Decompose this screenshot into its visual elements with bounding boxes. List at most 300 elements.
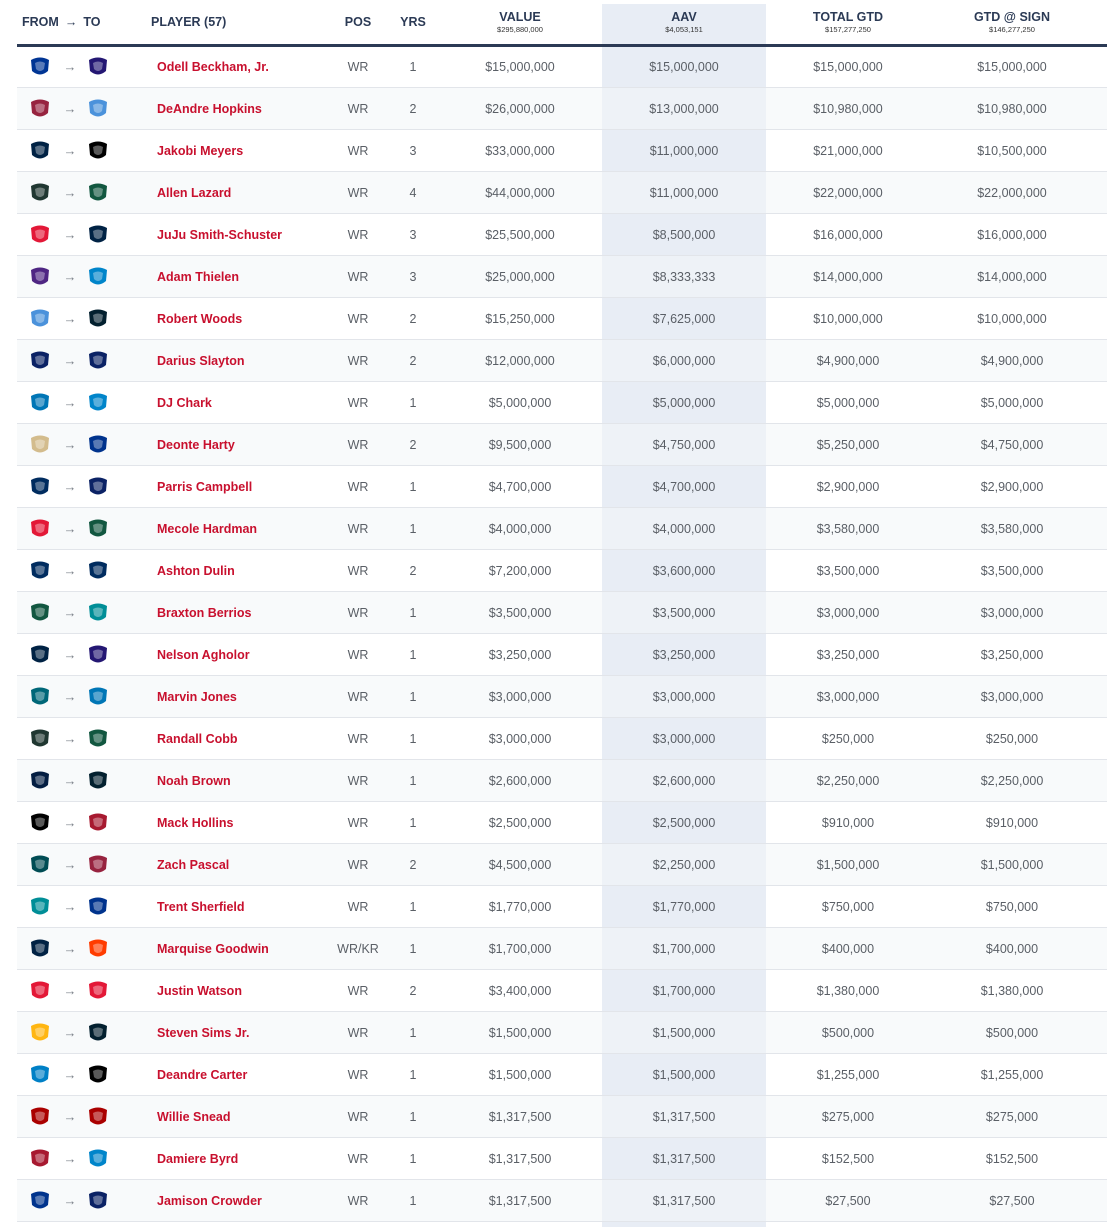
position: WR — [347, 479, 369, 494]
header-gtd-at-sign-label: GTD @ SIGN — [973, 10, 1051, 24]
titans-logo-icon[interactable] — [86, 98, 110, 120]
total-guaranteed: $1,380,000 — [816, 983, 880, 998]
years: 1 — [409, 1067, 417, 1082]
to-team[interactable] — [85, 508, 111, 549]
from-team[interactable] — [27, 970, 53, 1011]
table-row — [17, 1096, 1107, 1138]
49ers-logo-icon[interactable] — [28, 1106, 52, 1128]
guaranteed-at-signing: $4,750,000 — [980, 437, 1044, 452]
panthers-logo-icon[interactable] — [86, 266, 110, 288]
raiders-logo-icon[interactable] — [28, 812, 52, 834]
header-total-gtd-label: TOTAL GTD — [812, 10, 884, 24]
position: WR — [347, 647, 369, 662]
table-header — [17, 0, 1107, 47]
chargers-logo-icon[interactable] — [28, 1064, 52, 1086]
texans-logo-icon[interactable] — [86, 1022, 110, 1044]
panthers-logo-icon[interactable] — [86, 392, 110, 414]
average-annual-value: $1,500,000 — [652, 1025, 716, 1040]
header-total-gtd[interactable] — [766, 0, 930, 44]
years: 1 — [409, 647, 417, 662]
falcons-logo-icon[interactable] — [28, 1148, 52, 1170]
to-team[interactable] — [85, 1138, 111, 1179]
to-team[interactable] — [85, 382, 111, 423]
guaranteed-at-signing: $910,000 — [985, 815, 1039, 830]
player-link[interactable]: Mecole Hardman — [157, 521, 258, 536]
table-row — [17, 424, 1107, 466]
from-team[interactable] — [27, 844, 53, 885]
giants-logo-icon[interactable] — [86, 476, 110, 498]
from-team[interactable] — [27, 1096, 53, 1137]
to-team[interactable] — [85, 550, 111, 591]
total-guaranteed: $5,250,000 — [816, 437, 880, 452]
giants-logo-icon[interactable] — [86, 350, 110, 372]
to-team[interactable] — [85, 172, 111, 213]
years: 2 — [409, 983, 417, 998]
table-row — [17, 802, 1107, 844]
from-team[interactable] — [27, 760, 53, 801]
from-team[interactable] — [27, 88, 53, 129]
player-link[interactable]: Nelson Agholor — [157, 647, 250, 662]
guaranteed-at-signing: $1,380,000 — [980, 983, 1044, 998]
header-arrow-icon: → — [64, 15, 78, 29]
contract-value: $2,600,000 — [488, 773, 552, 788]
player-link[interactable]: Mack Hollins — [157, 815, 234, 830]
player-link[interactable]: Damiere Byrd — [157, 1151, 239, 1166]
guaranteed-at-signing: $3,250,000 — [980, 647, 1044, 662]
from-team[interactable] — [27, 382, 53, 423]
average-annual-value: $4,750,000 — [652, 437, 716, 452]
to-team[interactable] — [85, 760, 111, 801]
seahawks-logo-icon[interactable] — [28, 938, 52, 960]
texans-logo-icon[interactable] — [86, 770, 110, 792]
player-link[interactable]: Willie Snead — [157, 1109, 231, 1124]
from-team[interactable] — [27, 802, 53, 843]
player-link[interactable]: Ashton Dulin — [157, 563, 235, 578]
average-annual-value: $1,317,500 — [652, 1193, 716, 1208]
contract-value: $1,317,500 — [488, 1109, 552, 1124]
total-guaranteed: $4,900,000 — [816, 353, 880, 368]
total-guaranteed: $400,000 — [821, 941, 875, 956]
contract-value: $15,250,000 — [485, 311, 555, 326]
total-guaranteed: $2,900,000 — [816, 479, 880, 494]
arrow-right-icon: → — [63, 689, 77, 704]
table-row — [17, 88, 1107, 130]
total-guaranteed: $152,500 — [821, 1151, 875, 1166]
years: 1 — [409, 899, 417, 914]
arrow-right-icon: → — [63, 857, 77, 872]
player-link[interactable]: Jamison Crowder — [157, 1193, 262, 1208]
contract-value: $44,000,000 — [485, 185, 555, 200]
header-aav-label: AAV — [671, 10, 697, 24]
from-team[interactable] — [27, 508, 53, 549]
player-link[interactable]: Marquise Goodwin — [157, 941, 269, 956]
table-row — [17, 676, 1107, 718]
patriots-logo-icon[interactable] — [28, 140, 52, 162]
contract-value: $4,500,000 — [488, 857, 552, 872]
position: WR — [347, 1151, 369, 1166]
chiefs-logo-icon[interactable] — [28, 518, 52, 540]
header-gtd-at-sign-total: $146,277,250 — [989, 25, 1035, 34]
header-aav[interactable] — [602, 0, 766, 44]
from-team[interactable] — [27, 886, 53, 927]
player-link[interactable]: Allen Lazard — [157, 185, 232, 200]
average-annual-value: $1,500,000 — [652, 1067, 716, 1082]
packers-logo-icon[interactable] — [28, 182, 52, 204]
jets-logo-icon[interactable] — [28, 602, 52, 624]
contract-value: $1,500,000 — [488, 1067, 552, 1082]
years: 1 — [409, 1151, 417, 1166]
arrow-right-icon: → — [63, 1193, 77, 1208]
total-guaranteed: $3,500,000 — [816, 563, 880, 578]
ravens-logo-icon[interactable] — [86, 56, 110, 78]
player-link[interactable]: DJ Chark — [157, 395, 212, 410]
contract-value: $25,000,000 — [485, 269, 555, 284]
raiders-logo-icon[interactable] — [86, 1064, 110, 1086]
player-link[interactable]: Deandre Carter — [157, 1067, 248, 1082]
contract-value: $1,770,000 — [488, 899, 552, 914]
from-team[interactable] — [27, 1012, 53, 1053]
player-link[interactable]: Robert Woods — [157, 311, 243, 326]
cardinals-logo-icon[interactable] — [28, 98, 52, 120]
from-team[interactable] — [27, 718, 53, 759]
table-row — [17, 1012, 1107, 1054]
cowboys-logo-icon[interactable] — [28, 770, 52, 792]
average-annual-value: $8,500,000 — [652, 227, 716, 242]
position: WR — [347, 815, 369, 830]
total-guaranteed: $275,000 — [821, 1109, 875, 1124]
colts-logo-icon[interactable] — [86, 560, 110, 582]
browns-logo-icon[interactable] — [86, 938, 110, 960]
saints-logo-icon[interactable] — [28, 434, 52, 456]
average-annual-value: $6,000,000 — [652, 353, 716, 368]
table-row — [17, 718, 1107, 760]
from-team[interactable] — [27, 634, 53, 675]
arrow-right-icon: → — [63, 437, 77, 452]
position: WR — [347, 101, 369, 116]
to-team[interactable] — [85, 340, 111, 381]
average-annual-value: $7,625,000 — [652, 311, 716, 326]
player-link[interactable]: Adam Thielen — [157, 269, 239, 284]
table-row — [17, 214, 1107, 256]
colts-logo-icon[interactable] — [28, 476, 52, 498]
contract-value: $1,317,500 — [488, 1151, 552, 1166]
average-annual-value: $13,000,000 — [649, 101, 719, 116]
guaranteed-at-signing: $500,000 — [985, 1025, 1039, 1040]
average-annual-value: $3,600,000 — [652, 563, 716, 578]
contract-value: $1,500,000 — [488, 1025, 552, 1040]
position: WR — [347, 1067, 369, 1082]
ravens-logo-icon[interactable] — [86, 644, 110, 666]
arrow-right-icon: → — [63, 143, 77, 158]
49ers-logo-icon[interactable] — [86, 1106, 110, 1128]
to-team[interactable] — [85, 466, 111, 507]
player-link[interactable]: Justin Watson — [157, 983, 242, 998]
header-pos[interactable]: POS — [344, 15, 372, 29]
texans-logo-icon[interactable] — [86, 308, 110, 330]
to-team[interactable] — [85, 130, 111, 171]
guaranteed-at-signing: $3,000,000 — [980, 605, 1044, 620]
to-team[interactable] — [85, 970, 111, 1011]
to-team[interactable] — [85, 424, 111, 465]
contract-value: $3,250,000 — [488, 647, 552, 662]
arrow-right-icon: → — [63, 941, 77, 956]
arrow-right-icon: → — [63, 227, 77, 242]
guaranteed-at-signing: $5,000,000 — [980, 395, 1044, 410]
table-row — [17, 634, 1107, 676]
from-team[interactable] — [27, 214, 53, 255]
bills-logo-icon[interactable] — [86, 434, 110, 456]
arrow-right-icon: → — [63, 353, 77, 368]
guaranteed-at-signing: $4,900,000 — [980, 353, 1044, 368]
player-link[interactable]: Randall Cobb — [157, 731, 238, 746]
years: 3 — [409, 269, 417, 284]
years: 1 — [409, 1109, 417, 1124]
arrow-right-icon: → — [63, 773, 77, 788]
chiefs-logo-icon[interactable] — [86, 980, 110, 1002]
player-link[interactable]: DeAndre Hopkins — [157, 101, 262, 116]
giants-logo-icon[interactable] — [86, 1190, 110, 1212]
dolphins-logo-icon[interactable] — [28, 896, 52, 918]
to-team[interactable] — [85, 88, 111, 129]
chiefs-logo-icon[interactable] — [28, 980, 52, 1002]
position: WR — [347, 1109, 369, 1124]
to-team[interactable] — [85, 1054, 111, 1095]
guaranteed-at-signing: $1,500,000 — [980, 857, 1044, 872]
from-team[interactable] — [27, 592, 53, 633]
years: 1 — [409, 689, 417, 704]
player-link[interactable]: Steven Sims Jr. — [157, 1025, 250, 1040]
to-team[interactable] — [85, 886, 111, 927]
jets-logo-icon[interactable] — [86, 182, 110, 204]
from-team[interactable] — [27, 1180, 53, 1221]
steelers-logo-icon[interactable] — [28, 1022, 52, 1044]
to-team[interactable] — [85, 802, 111, 843]
player-link[interactable]: Parris Campbell — [157, 479, 253, 494]
rams-logo-icon[interactable] — [28, 56, 52, 78]
falcons-logo-icon[interactable] — [86, 812, 110, 834]
from-team[interactable] — [27, 256, 53, 297]
position: WR — [347, 983, 369, 998]
table-row — [17, 550, 1107, 592]
bills-logo-icon[interactable] — [86, 896, 110, 918]
total-guaranteed: $15,000,000 — [813, 59, 883, 74]
position: WR — [347, 773, 369, 788]
to-team[interactable] — [85, 928, 111, 969]
guaranteed-at-signing: $10,500,000 — [977, 143, 1047, 158]
position: WR — [347, 395, 369, 410]
arrow-right-icon: → — [63, 1067, 77, 1082]
years: 2 — [409, 437, 417, 452]
jets-logo-icon[interactable] — [86, 728, 110, 750]
average-annual-value: $1,700,000 — [652, 983, 716, 998]
titans-logo-icon[interactable] — [28, 308, 52, 330]
average-annual-value: $2,250,000 — [652, 857, 716, 872]
total-guaranteed: $10,980,000 — [813, 101, 883, 116]
to-team[interactable] — [85, 634, 111, 675]
to-team[interactable] — [85, 298, 111, 339]
colts-logo-icon[interactable] — [28, 560, 52, 582]
table-row — [17, 1054, 1107, 1096]
lions-logo-icon[interactable] — [28, 392, 52, 414]
to-team[interactable] — [85, 256, 111, 297]
vikings-logo-icon[interactable] — [28, 266, 52, 288]
cardinals-logo-icon[interactable] — [86, 854, 110, 876]
contract-value: $12,000,000 — [485, 353, 555, 368]
average-annual-value: $1,700,000 — [652, 941, 716, 956]
years: 1 — [409, 773, 417, 788]
total-guaranteed: $3,000,000 — [816, 689, 880, 704]
average-annual-value: $11,000,000 — [649, 185, 719, 200]
raiders-logo-icon[interactable] — [86, 140, 110, 162]
chiefs-logo-icon[interactable] — [28, 224, 52, 246]
patriots-logo-icon[interactable] — [86, 224, 110, 246]
table-row — [17, 172, 1107, 214]
header-from-to[interactable] — [22, 0, 142, 44]
header-value[interactable] — [457, 0, 583, 44]
average-annual-value: $11,000,000 — [649, 143, 719, 158]
position: WR — [347, 857, 369, 872]
player-link[interactable]: Odell Beckham, Jr. — [157, 59, 269, 74]
from-team[interactable] — [27, 46, 53, 87]
player-link[interactable]: Deonte Harty — [157, 437, 235, 452]
patriots-logo-icon[interactable] — [28, 644, 52, 666]
average-annual-value: $2,500,000 — [652, 815, 716, 830]
guaranteed-at-signing: $2,900,000 — [980, 479, 1044, 494]
total-guaranteed: $5,000,000 — [816, 395, 880, 410]
position: WR — [347, 227, 369, 242]
average-annual-value: $3,500,000 — [652, 605, 716, 620]
total-guaranteed: $3,000,000 — [816, 605, 880, 620]
guaranteed-at-signing: $750,000 — [985, 899, 1039, 914]
packers-logo-icon[interactable] — [28, 728, 52, 750]
from-team[interactable] — [27, 928, 53, 969]
table-body — [17, 46, 1107, 1222]
to-team[interactable] — [85, 1180, 111, 1221]
panthers-logo-icon[interactable] — [86, 1148, 110, 1170]
position: WR — [347, 521, 369, 536]
years: 1 — [409, 605, 417, 620]
arrow-right-icon: → — [63, 59, 77, 74]
guaranteed-at-signing: $3,580,000 — [980, 521, 1044, 536]
player-link[interactable]: JuJu Smith-Schuster — [157, 227, 283, 242]
player-link[interactable]: Jakobi Meyers — [157, 143, 244, 158]
average-annual-value: $1,317,500 — [652, 1109, 716, 1124]
contract-value: $15,000,000 — [485, 59, 555, 74]
average-annual-value: $2,600,000 — [652, 773, 716, 788]
player-link[interactable]: Trent Sherfield — [157, 899, 245, 914]
to-team[interactable] — [85, 844, 111, 885]
guaranteed-at-signing: $27,500 — [989, 1193, 1035, 1208]
eagles-logo-icon[interactable] — [28, 854, 52, 876]
header-value-label: VALUE — [499, 10, 541, 24]
total-guaranteed: $1,500,000 — [816, 857, 880, 872]
table-row — [17, 46, 1107, 88]
from-team[interactable] — [27, 130, 53, 171]
average-annual-value: $3,000,000 — [652, 689, 716, 704]
position: WR — [347, 605, 369, 620]
average-annual-value: $15,000,000 — [649, 59, 719, 74]
contract-value: $3,500,000 — [488, 605, 552, 620]
from-team[interactable] — [27, 550, 53, 591]
years: 2 — [409, 353, 417, 368]
guaranteed-at-signing: $3,500,000 — [980, 563, 1044, 578]
average-annual-value: $4,000,000 — [652, 521, 716, 536]
table-row — [17, 592, 1107, 634]
to-team[interactable] — [85, 676, 111, 717]
to-team[interactable] — [85, 592, 111, 633]
to-team[interactable] — [85, 1012, 111, 1053]
total-guaranteed: $2,250,000 — [816, 773, 880, 788]
to-team[interactable] — [85, 46, 111, 87]
years: 1 — [409, 59, 417, 74]
years: 1 — [409, 1193, 417, 1208]
table-row — [17, 928, 1107, 970]
arrow-right-icon: → — [63, 395, 77, 410]
from-team[interactable] — [27, 1054, 53, 1095]
header-value-total: $295,880,000 — [497, 25, 543, 34]
dolphins-logo-icon[interactable] — [86, 602, 110, 624]
header-player[interactable]: PLAYER (57) — [151, 15, 227, 29]
from-team[interactable] — [27, 676, 53, 717]
player-link[interactable]: Braxton Berrios — [157, 605, 252, 620]
years: 1 — [409, 731, 417, 746]
position: WR — [347, 899, 369, 914]
from-team[interactable] — [27, 466, 53, 507]
header-to: TO — [83, 15, 101, 29]
arrow-right-icon: → — [63, 899, 77, 914]
from-team[interactable] — [27, 424, 53, 465]
guaranteed-at-signing: $10,000,000 — [977, 311, 1047, 326]
average-annual-value: $3,250,000 — [652, 647, 716, 662]
to-team[interactable] — [85, 1096, 111, 1137]
header-from: FROM — [22, 15, 59, 29]
guaranteed-at-signing: $15,000,000 — [977, 59, 1047, 74]
years: 1 — [409, 1025, 417, 1040]
player-link[interactable]: Marvin Jones — [157, 689, 237, 704]
table-row — [17, 466, 1107, 508]
header-gtd-at-sign[interactable] — [930, 0, 1094, 44]
from-team[interactable] — [27, 172, 53, 213]
position: WR — [347, 563, 369, 578]
from-team[interactable] — [27, 298, 53, 339]
contract-value: $4,700,000 — [488, 479, 552, 494]
player-link[interactable]: Noah Brown — [157, 773, 231, 788]
position: WR — [347, 143, 369, 158]
jaguars-logo-icon[interactable] — [28, 686, 52, 708]
position: WR — [347, 269, 369, 284]
guaranteed-at-signing: $3,000,000 — [980, 689, 1044, 704]
table-row — [17, 340, 1107, 382]
years: 2 — [409, 311, 417, 326]
jets-logo-icon[interactable] — [86, 518, 110, 540]
from-team[interactable] — [27, 340, 53, 381]
guaranteed-at-signing: $152,500 — [985, 1151, 1039, 1166]
arrow-right-icon: → — [63, 983, 77, 998]
header-yrs[interactable]: YRS — [400, 15, 426, 29]
player-link[interactable]: Darius Slayton — [157, 353, 245, 368]
to-team[interactable] — [85, 718, 111, 759]
guaranteed-at-signing: $1,255,000 — [980, 1067, 1044, 1082]
giants-logo-icon[interactable] — [28, 350, 52, 372]
lions-logo-icon[interactable] — [86, 686, 110, 708]
arrow-right-icon: → — [63, 479, 77, 494]
to-team[interactable] — [85, 214, 111, 255]
contract-value: $5,000,000 — [488, 395, 552, 410]
player-link[interactable]: Zach Pascal — [157, 857, 230, 872]
bills-logo-icon[interactable] — [28, 1190, 52, 1212]
table-row — [17, 1138, 1107, 1180]
from-team[interactable] — [27, 1138, 53, 1179]
